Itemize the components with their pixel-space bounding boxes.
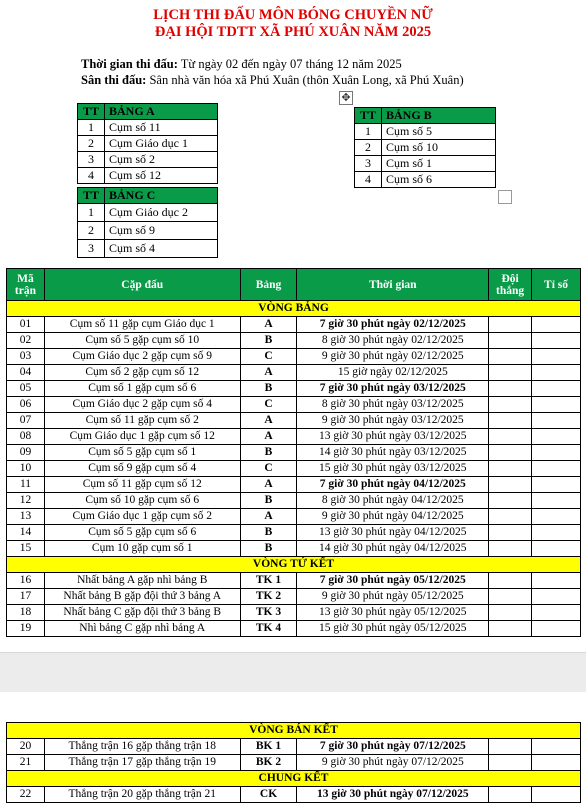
match-row [7, 525, 581, 541]
match-winner[interactable] [489, 445, 532, 461]
match-time: 7 giờ 30 phút ngày 02/12/2025 [297, 317, 489, 333]
match-group: TK 3 [240, 605, 297, 621]
group-a-team: Cụm số 2 [105, 152, 218, 168]
match-score[interactable] [532, 493, 581, 509]
match-pairing: Cụm số 2 gặp cụm số 12 [44, 365, 240, 381]
match-group: B [240, 493, 297, 509]
match-group: B [240, 445, 297, 461]
match-score[interactable] [532, 445, 581, 461]
match-id: 04 [7, 365, 45, 381]
match-score[interactable] [532, 739, 581, 755]
match-score[interactable] [532, 541, 581, 557]
group-b-row-number: 4 [355, 172, 382, 188]
match-time: 9 giờ 30 phút ngày 03/12/2025 [297, 413, 489, 429]
match-time: 13 giờ 30 phút ngày 04/12/2025 [297, 525, 489, 541]
match-winner[interactable] [489, 605, 532, 621]
group-c-row-number: 1 [78, 204, 105, 222]
group-b-row-number: 3 [355, 156, 382, 172]
match-time: 15 giờ ngày 02/12/2025 [297, 365, 489, 381]
group-a-row [78, 168, 218, 184]
match-row [7, 317, 581, 333]
group-a-team: Cụm số 11 [105, 120, 218, 136]
venue-value: Sân nhà văn hóa xã Phú Xuân (thôn Xuân Long, xã Phú Xuân) [149, 73, 464, 87]
match-score[interactable] [532, 413, 581, 429]
group-b-row [355, 156, 496, 172]
match-id: 01 [7, 317, 45, 333]
group-a-team: Cụm Giáo dục 1 [105, 136, 218, 152]
group-b-row-number: 2 [355, 140, 382, 156]
table-move-handle-icon[interactable]: ✥ [339, 91, 353, 105]
group-b-team: Cụm số 5 [382, 124, 496, 140]
match-id: 08 [7, 429, 45, 445]
match-time: 14 giờ 30 phút ngày 04/12/2025 [297, 541, 489, 557]
match-row [7, 755, 581, 771]
match-score[interactable] [532, 755, 581, 771]
group-a-tt-header: TT [78, 104, 105, 120]
match-group: TK 2 [240, 589, 297, 605]
match-time: 9 giờ 30 phút ngày 04/12/2025 [297, 509, 489, 525]
match-pairing: Cụm số 9 gặp cụm số 4 [44, 461, 240, 477]
match-winner[interactable] [489, 461, 532, 477]
match-group: TK 4 [240, 621, 297, 637]
match-group: CK [240, 787, 297, 803]
match-time: 13 giờ 30 phút ngày 07/12/2025 [297, 787, 489, 803]
match-pairing: Cụm Giáo dục 2 gặp cụm số 9 [44, 349, 240, 365]
header-pairing: Cặp đấu [44, 269, 240, 301]
match-group: BK 1 [240, 739, 297, 755]
match-row [7, 477, 581, 493]
group-a-row-number: 2 [78, 136, 105, 152]
header-winner: Đội thắng [489, 269, 532, 301]
section-semifinal: VÒNG BÁN KẾT [7, 723, 581, 739]
group-b-row [355, 172, 496, 188]
match-winner[interactable] [489, 787, 532, 803]
group-b-row [355, 140, 496, 156]
header-group: Bảng [240, 269, 297, 301]
match-group: A [240, 509, 297, 525]
match-id: 21 [7, 755, 45, 771]
match-winner[interactable] [489, 349, 532, 365]
match-score[interactable] [532, 429, 581, 445]
match-id: 05 [7, 381, 45, 397]
group-a-name-header: BẢNG A [105, 104, 218, 120]
match-pairing: Thắng trận 20 gặp thắng trận 21 [44, 787, 240, 803]
match-group: B [240, 333, 297, 349]
match-pairing: Nhất bảng A gặp nhì bảng B [44, 573, 240, 589]
match-score[interactable] [532, 509, 581, 525]
match-winner[interactable] [489, 413, 532, 429]
match-group: B [240, 381, 297, 397]
match-time: 13 giờ 30 phút ngày 03/12/2025 [297, 429, 489, 445]
match-group: C [240, 397, 297, 413]
match-pairing: Cụm Giáo dục 2 gặp cụm số 4 [44, 397, 240, 413]
match-id: 20 [7, 739, 45, 755]
group-c-row [78, 240, 218, 258]
match-time: 15 giờ 30 phút ngày 05/12/2025 [297, 621, 489, 637]
match-time: 7 giờ 30 phút ngày 04/12/2025 [297, 477, 489, 493]
match-group: A [240, 413, 297, 429]
match-winner[interactable] [489, 477, 532, 493]
match-winner[interactable] [489, 573, 532, 589]
match-pairing: Thắng trận 17 gặp thắng trận 19 [44, 755, 240, 771]
match-pairing: Cụm số 10 gặp cụm số 6 [44, 493, 240, 509]
match-row [7, 787, 581, 803]
title-line-1: LỊCH THI ĐẤU MÔN BÓNG CHUYỀN NỮ [153, 7, 433, 23]
time-info [81, 57, 402, 72]
group-a-team: Cụm số 12 [105, 168, 218, 184]
match-pairing: Cụm số 5 gặp cụm số 6 [44, 525, 240, 541]
match-score[interactable] [532, 333, 581, 349]
match-score[interactable] [532, 317, 581, 333]
match-score[interactable] [532, 365, 581, 381]
match-row [7, 461, 581, 477]
group-c-table [77, 187, 218, 258]
group-b-team: Cụm số 1 [382, 156, 496, 172]
header-match-id: Mã trận [7, 269, 45, 301]
schedule-table [6, 268, 581, 637]
match-id: 03 [7, 349, 45, 365]
match-id: 17 [7, 589, 45, 605]
match-id: 10 [7, 461, 45, 477]
match-winner[interactable] [489, 333, 532, 349]
match-winner[interactable] [489, 541, 532, 557]
match-time: 9 giờ 30 phút ngày 02/12/2025 [297, 349, 489, 365]
section-quarterfinal: VÒNG TỨ KẾT [7, 557, 581, 573]
match-time: 15 giờ 30 phút ngày 03/12/2025 [297, 461, 489, 477]
match-pairing: Cụm số 11 gặp cụm số 12 [44, 477, 240, 493]
match-row [7, 381, 581, 397]
group-b-team: Cụm số 10 [382, 140, 496, 156]
match-id: 22 [7, 787, 45, 803]
match-winner[interactable] [489, 755, 532, 771]
match-id: 14 [7, 525, 45, 541]
match-row [7, 429, 581, 445]
section-final: CHUNG KẾT [7, 771, 581, 787]
match-id: 11 [7, 477, 45, 493]
header-score: Tỉ số [532, 269, 581, 301]
match-score[interactable] [532, 477, 581, 493]
match-row [7, 509, 581, 525]
group-a-table [77, 103, 218, 184]
match-row [7, 333, 581, 349]
match-winner[interactable] [489, 429, 532, 445]
match-group: C [240, 349, 297, 365]
match-pairing: Nhất bảng C gặp đội thứ 3 bảng B [44, 605, 240, 621]
match-row [7, 413, 581, 429]
match-score[interactable] [532, 589, 581, 605]
match-group: C [240, 461, 297, 477]
match-row [7, 621, 581, 637]
match-group: A [240, 477, 297, 493]
group-a-row [78, 136, 218, 152]
match-row [7, 573, 581, 589]
schedule-table-continued [6, 722, 581, 803]
match-id: 06 [7, 397, 45, 413]
group-c-team: Cụm số 4 [105, 240, 218, 258]
match-time: 8 giờ 30 phút ngày 02/12/2025 [297, 333, 489, 349]
match-score[interactable] [532, 461, 581, 477]
match-time: 7 giờ 30 phút ngày 03/12/2025 [297, 381, 489, 397]
group-a-row [78, 120, 218, 136]
match-row [7, 349, 581, 365]
match-group: A [240, 365, 297, 381]
page-gap [0, 652, 586, 694]
table-resize-handle[interactable] [498, 190, 512, 204]
match-group: B [240, 541, 297, 557]
match-winner[interactable] [489, 381, 532, 397]
group-c-row [78, 222, 218, 240]
match-pairing: Cụm số 5 gặp cụm số 10 [44, 333, 240, 349]
group-c-row [78, 204, 218, 222]
match-group: B [240, 525, 297, 541]
group-c-team: Cụm Giáo dục 2 [105, 204, 218, 222]
match-row [7, 365, 581, 381]
group-c-name-header: BẢNG C [105, 188, 218, 204]
match-time: 8 giờ 30 phút ngày 04/12/2025 [297, 493, 489, 509]
group-b-name-header: BẢNG B [382, 108, 496, 124]
match-winner[interactable] [489, 739, 532, 755]
match-group: A [240, 429, 297, 445]
title-line-2: ĐẠI HỘI TDTT XÃ PHÚ XUÂN NĂM 2025 [154, 24, 432, 40]
match-winner[interactable] [489, 493, 532, 509]
group-a-row-number: 3 [78, 152, 105, 168]
group-c-team: Cụm số 9 [105, 222, 218, 240]
match-winner[interactable] [489, 589, 532, 605]
match-id: 18 [7, 605, 45, 621]
match-row [7, 541, 581, 557]
match-winner[interactable] [489, 317, 532, 333]
match-group: BK 2 [240, 755, 297, 771]
match-score[interactable] [532, 573, 581, 589]
group-c-row-number: 3 [78, 240, 105, 258]
match-pairing: Nhì bảng C gặp nhì bảng A [44, 621, 240, 637]
group-b-table [354, 107, 496, 188]
match-winner[interactable] [489, 365, 532, 381]
match-id: 12 [7, 493, 45, 509]
match-row [7, 445, 581, 461]
match-time: 7 giờ 30 phút ngày 07/12/2025 [297, 739, 489, 755]
match-row [7, 605, 581, 621]
match-score[interactable] [532, 787, 581, 803]
group-b-row [355, 124, 496, 140]
match-id: 02 [7, 333, 45, 349]
match-score[interactable] [532, 397, 581, 413]
match-score[interactable] [532, 381, 581, 397]
match-score[interactable] [532, 349, 581, 365]
match-pairing: Cụm số 1 gặp cụm số 6 [44, 381, 240, 397]
section-group-stage: VÒNG BẢNG [7, 301, 581, 317]
match-group: A [240, 317, 297, 333]
match-time: 7 giờ 30 phút ngày 05/12/2025 [297, 573, 489, 589]
match-time: 9 giờ 30 phút ngày 05/12/2025 [297, 589, 489, 605]
match-row [7, 493, 581, 509]
match-row [7, 739, 581, 755]
group-a-row-number: 4 [78, 168, 105, 184]
match-id: 09 [7, 445, 45, 461]
group-c-row-number: 2 [78, 222, 105, 240]
match-time: 9 giờ 30 phút ngày 07/12/2025 [297, 755, 489, 771]
group-b-tt-header: TT [355, 108, 382, 124]
match-pairing: Cụm 10 gặp cụm số 1 [44, 541, 240, 557]
time-value: Từ ngày 02 đến ngày 07 tháng 12 năm 2025 [180, 57, 402, 71]
match-winner[interactable] [489, 525, 532, 541]
match-row [7, 589, 581, 605]
match-winner[interactable] [489, 397, 532, 413]
match-id: 16 [7, 573, 45, 589]
match-pairing: Thắng trận 16 gặp thắng trận 18 [44, 739, 240, 755]
header-time: Thời gian [297, 269, 489, 301]
group-a-row-number: 1 [78, 120, 105, 136]
match-id: 19 [7, 621, 45, 637]
match-pairing: Cụm Giáo dục 1 gặp cụm số 12 [44, 429, 240, 445]
match-time: 14 giờ 30 phút ngày 03/12/2025 [297, 445, 489, 461]
venue-info [81, 73, 464, 88]
match-id: 13 [7, 509, 45, 525]
venue-label: Sân thi đấu: [81, 73, 147, 87]
group-b-row-number: 1 [355, 124, 382, 140]
match-id: 07 [7, 413, 45, 429]
match-pairing: Cụm Giáo dục 1 gặp cụm số 2 [44, 509, 240, 525]
group-b-team: Cụm số 6 [382, 172, 496, 188]
match-score[interactable] [532, 621, 581, 637]
match-winner[interactable] [489, 509, 532, 525]
match-id: 15 [7, 541, 45, 557]
match-pairing: Cụm số 11 gặp cụm Giáo dục 1 [44, 317, 240, 333]
match-pairing: Cụm số 5 gặp cụm số 1 [44, 445, 240, 461]
match-score[interactable] [532, 525, 581, 541]
match-pairing: Nhất bảng B gặp đội thứ 3 bảng A [44, 589, 240, 605]
time-label: Thời gian thi đấu: [81, 57, 178, 71]
match-score[interactable] [532, 605, 581, 621]
match-time: 8 giờ 30 phút ngày 03/12/2025 [297, 397, 489, 413]
match-winner[interactable] [489, 621, 532, 637]
match-row [7, 397, 581, 413]
match-group: TK 1 [240, 573, 297, 589]
group-a-row [78, 152, 218, 168]
match-time: 13 giờ 30 phút ngày 05/12/2025 [297, 605, 489, 621]
match-pairing: Cụm số 11 gặp cụm số 2 [44, 413, 240, 429]
group-c-tt-header: TT [78, 188, 105, 204]
